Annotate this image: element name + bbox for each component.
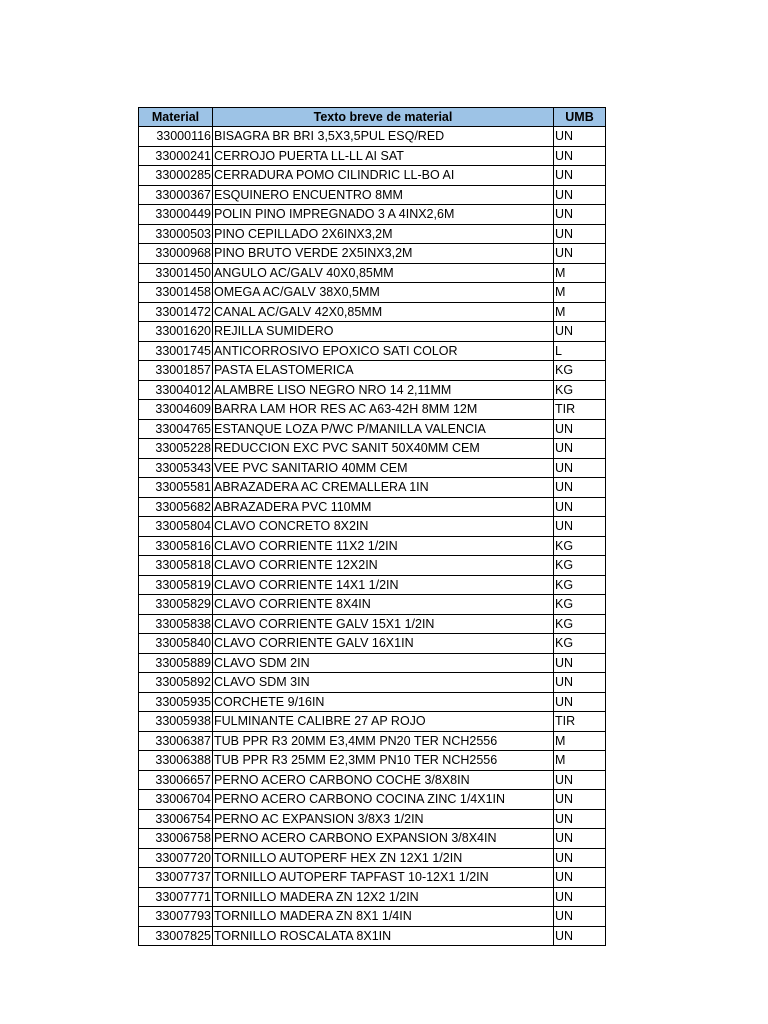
cell-umb[interactable]: M [554,263,606,283]
table-row [139,614,606,634]
cell-text[interactable]: TORNILLO MADERA ZN 8X1 1/4IN [213,907,554,927]
cell-umb[interactable]: UN [554,439,606,459]
cell-umb[interactable]: TIR [554,712,606,732]
cell-material[interactable]: 33005935 [139,692,213,712]
cell-umb[interactable]: UN [554,770,606,790]
cell-umb[interactable]: UN [554,653,606,673]
table-row [139,887,606,907]
table-row [139,692,606,712]
cell-material[interactable]: 33007793 [139,907,213,927]
cell-text[interactable]: BISAGRA BR BRI 3,5X3,5PUL ESQ/RED [213,127,554,147]
cell-umb[interactable]: KG [554,380,606,400]
cell-material[interactable]: 33005829 [139,595,213,615]
cell-umb[interactable]: KG [554,595,606,615]
cell-material[interactable]: 33004609 [139,400,213,420]
cell-umb[interactable]: KG [554,575,606,595]
table-row [139,361,606,381]
cell-text[interactable]: OMEGA AC/GALV 38X0,5MM [213,283,554,303]
cell-material[interactable]: 33006758 [139,829,213,849]
cell-material[interactable]: 33007825 [139,926,213,946]
cell-umb[interactable]: KG [554,556,606,576]
cell-text[interactable]: PERNO ACERO CARBONO COCHE 3/8X8IN [213,770,554,790]
table-row [139,185,606,205]
table-body [139,127,606,946]
cell-umb[interactable]: TIR [554,400,606,420]
cell-umb[interactable]: UN [554,244,606,264]
cell-umb[interactable]: UN [554,146,606,166]
table-row [139,458,606,478]
cell-text[interactable]: PERNO ACERO CARBONO EXPANSION 3/8X4IN [213,829,554,849]
cell-text[interactable]: CERRADURA POMO CILINDRIC LL-BO AI [213,166,554,186]
cell-umb[interactable]: KG [554,614,606,634]
cell-material[interactable]: 33005938 [139,712,213,732]
cell-umb[interactable]: UN [554,127,606,147]
table-row [139,790,606,810]
table-row [139,517,606,537]
cell-umb[interactable]: UN [554,868,606,888]
header-umb[interactable]: UMB [554,108,606,127]
table-row [139,556,606,576]
table-row [139,166,606,186]
table-row [139,478,606,498]
cell-text[interactable]: TUB PPR R3 25MM E2,3MM PN10 TER NCH2556 [213,751,554,771]
cell-text[interactable]: CLAVO CORRIENTE 14X1 1/2IN [213,575,554,595]
cell-material[interactable]: 33001745 [139,341,213,361]
cell-text[interactable]: CLAVO CORRIENTE 8X4IN [213,595,554,615]
cell-text[interactable]: CLAVO CORRIENTE 11X2 1/2IN [213,536,554,556]
table-row [139,322,606,342]
cell-material[interactable]: 33005840 [139,634,213,654]
cell-umb[interactable]: UN [554,185,606,205]
cell-material[interactable]: 33001450 [139,263,213,283]
cell-text[interactable]: TORNILLO ROSCALATA 8X1IN [213,926,554,946]
cell-material[interactable]: 33005818 [139,556,213,576]
cell-umb[interactable]: M [554,731,606,751]
cell-umb[interactable]: M [554,283,606,303]
cell-umb[interactable]: UN [554,692,606,712]
cell-text[interactable]: CLAVO SDM 2IN [213,653,554,673]
cell-material[interactable]: 33000968 [139,244,213,264]
cell-text[interactable]: ANGULO AC/GALV 40X0,85MM [213,263,554,283]
cell-text[interactable]: ABRAZADERA AC CREMALLERA 1IN [213,478,554,498]
cell-material[interactable]: 33000285 [139,166,213,186]
table-row [139,146,606,166]
cell-text[interactable]: CLAVO CORRIENTE GALV 16X1IN [213,634,554,654]
table-row [139,536,606,556]
cell-umb[interactable]: UN [554,419,606,439]
cell-umb[interactable]: UN [554,829,606,849]
cell-text[interactable]: CLAVO CORRIENTE GALV 15X1 1/2IN [213,614,554,634]
material-table [138,107,606,946]
cell-text[interactable]: PINO CEPILLADO 2X6INX3,2M [213,224,554,244]
cell-umb[interactable]: KG [554,361,606,381]
cell-material[interactable]: 33000116 [139,127,213,147]
table-row [139,302,606,322]
cell-umb[interactable]: UN [554,848,606,868]
table-row [139,439,606,459]
cell-umb[interactable]: KG [554,536,606,556]
table-row [139,712,606,732]
cell-material[interactable]: 33005804 [139,517,213,537]
cell-umb[interactable]: UN [554,166,606,186]
table-row [139,244,606,264]
cell-material[interactable]: 33006388 [139,751,213,771]
header-text[interactable]: Texto breve de material [213,108,554,127]
table-row [139,673,606,693]
cell-text[interactable]: PINO BRUTO VERDE 2X5INX3,2M [213,244,554,264]
cell-material[interactable]: 33005889 [139,653,213,673]
cell-material[interactable]: 33001620 [139,322,213,342]
table-row [139,751,606,771]
table-row [139,575,606,595]
cell-text[interactable]: CERROJO PUERTA LL-LL AI SAT [213,146,554,166]
cell-text[interactable]: TORNILLO AUTOPERF TAPFAST 10-12X1 1/2IN [213,868,554,888]
cell-material[interactable]: 33004012 [139,380,213,400]
cell-text[interactable]: TORNILLO AUTOPERF HEX ZN 12X1 1/2IN [213,848,554,868]
cell-umb[interactable]: M [554,751,606,771]
table-row [139,263,606,283]
cell-umb[interactable]: UN [554,205,606,225]
cell-material[interactable]: 33006704 [139,790,213,810]
cell-umb[interactable]: UN [554,497,606,517]
cell-material[interactable]: 33000241 [139,146,213,166]
cell-text[interactable]: POLIN PINO IMPREGNADO 3 A 4INX2,6M [213,205,554,225]
material-sheet [138,107,606,946]
cell-text[interactable]: CLAVO CORRIENTE 12X2IN [213,556,554,576]
cell-text[interactable]: ABRAZADERA PVC 110MM [213,497,554,517]
cell-text[interactable]: FULMINANTE CALIBRE 27 AP ROJO [213,712,554,732]
cell-umb[interactable]: UN [554,478,606,498]
cell-umb[interactable]: UN [554,926,606,946]
cell-text[interactable]: PERNO ACERO CARBONO COCINA ZINC 1/4X1IN [213,790,554,810]
cell-text[interactable]: CLAVO CONCRETO 8X2IN [213,517,554,537]
cell-material[interactable]: 33005228 [139,439,213,459]
cell-text[interactable]: TORNILLO MADERA ZN 12X2 1/2IN [213,887,554,907]
cell-material[interactable]: 33000367 [139,185,213,205]
cell-umb[interactable]: L [554,341,606,361]
cell-umb[interactable]: M [554,302,606,322]
cell-text[interactable]: PASTA ELASTOMERICA [213,361,554,381]
cell-material[interactable]: 33007720 [139,848,213,868]
cell-material[interactable]: 33000503 [139,224,213,244]
cell-text[interactable]: ALAMBRE LISO NEGRO NRO 14 2,11MM [213,380,554,400]
cell-umb[interactable]: UN [554,458,606,478]
cell-umb[interactable]: UN [554,907,606,927]
table-row [139,829,606,849]
table-row [139,770,606,790]
cell-umb[interactable]: UN [554,673,606,693]
cell-text[interactable]: ANTICORROSIVO EPOXICO SATI COLOR [213,341,554,361]
cell-umb[interactable]: UN [554,517,606,537]
cell-text[interactable]: CLAVO SDM 3IN [213,673,554,693]
cell-material[interactable]: 33005343 [139,458,213,478]
table-row [139,205,606,225]
header-material[interactable]: Material [139,108,213,127]
table-row [139,341,606,361]
table-row [139,731,606,751]
cell-material[interactable]: 33005581 [139,478,213,498]
cell-material[interactable]: 33005816 [139,536,213,556]
cell-umb[interactable]: UN [554,322,606,342]
cell-text[interactable]: CORCHETE 9/16IN [213,692,554,712]
table-row [139,868,606,888]
cell-text[interactable]: ESQUINERO ENCUENTRO 8MM [213,185,554,205]
table-row [139,907,606,927]
table-row [139,809,606,829]
table-row [139,848,606,868]
cell-material[interactable]: 33007737 [139,868,213,888]
cell-umb[interactable]: UN [554,887,606,907]
cell-material[interactable]: 33005838 [139,614,213,634]
header-row [139,108,606,127]
cell-material[interactable]: 33006387 [139,731,213,751]
cell-text[interactable]: VEE PVC SANITARIO 40MM CEM [213,458,554,478]
cell-material[interactable]: 33004765 [139,419,213,439]
cell-text[interactable]: PERNO AC EXPANSION 3/8X3 1/2IN [213,809,554,829]
table-row [139,419,606,439]
cell-text[interactable]: REJILLA SUMIDERO [213,322,554,342]
table-row [139,380,606,400]
cell-umb[interactable]: UN [554,224,606,244]
table-row [139,400,606,420]
table-row [139,224,606,244]
cell-umb[interactable]: KG [554,634,606,654]
cell-text[interactable]: TUB PPR R3 20MM E3,4MM PN20 TER NCH2556 [213,731,554,751]
cell-material[interactable]: 33005682 [139,497,213,517]
table-row [139,653,606,673]
cell-material[interactable]: 33006754 [139,809,213,829]
table-row [139,497,606,517]
cell-material[interactable]: 33007771 [139,887,213,907]
cell-text[interactable]: CANAL AC/GALV 42X0,85MM [213,302,554,322]
table-row [139,283,606,303]
cell-material[interactable]: 33005892 [139,673,213,693]
table-row [139,926,606,946]
cell-umb[interactable]: UN [554,790,606,810]
cell-material[interactable]: 33001857 [139,361,213,381]
cell-text[interactable]: REDUCCION EXC PVC SANIT 50X40MM CEM [213,439,554,459]
table-row [139,595,606,615]
cell-umb[interactable]: UN [554,809,606,829]
table-row [139,634,606,654]
table-row [139,127,606,147]
cell-material[interactable]: 33001472 [139,302,213,322]
cell-text[interactable]: BARRA LAM HOR RES AC A63-42H 8MM 12M [213,400,554,420]
cell-material[interactable]: 33005819 [139,575,213,595]
cell-material[interactable]: 33006657 [139,770,213,790]
cell-material[interactable]: 33001458 [139,283,213,303]
cell-text[interactable]: ESTANQUE LOZA P/WC P/MANILLA VALENCIA [213,419,554,439]
cell-material[interactable]: 33000449 [139,205,213,225]
